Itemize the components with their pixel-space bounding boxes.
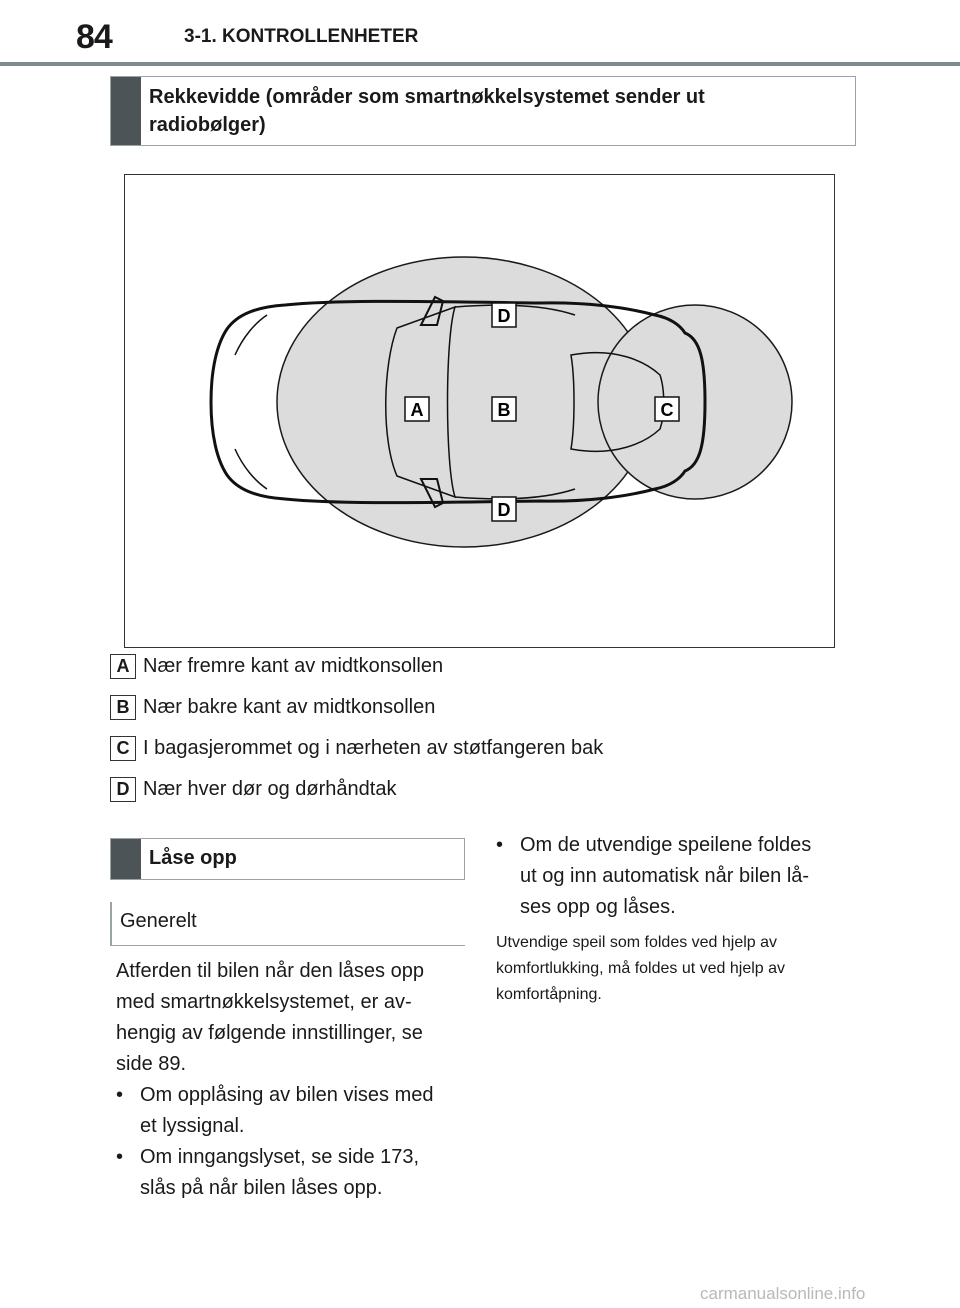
legend-text-b: Nær bakre kant av midtkonsollen: [143, 696, 436, 718]
right-note-line-1: Utvendige speil som foldes ved hjelp av: [496, 934, 778, 951]
header-rule: [0, 62, 960, 66]
subheading-line: [110, 902, 112, 946]
range-zone-rear: [598, 305, 792, 499]
bullet-dot: •: [496, 834, 504, 856]
unlock-heading: [110, 838, 465, 880]
left-paragraph-line-4: side 89.: [116, 1053, 187, 1075]
right-bullet-line-3: ses opp og låses.: [520, 896, 676, 918]
heading-bar: [111, 839, 141, 879]
svg-text:C: C: [660, 400, 674, 420]
legend-key-c: C: [110, 736, 136, 761]
page-number: 84: [76, 18, 112, 56]
car-hood-line-top: [235, 315, 267, 355]
right-bullet: [496, 830, 856, 923]
legend-key-b: B: [110, 695, 136, 720]
right-note-line-3: komfortåpning.: [496, 986, 602, 1003]
general-subheading-title: Generelt: [120, 910, 197, 932]
right-bullet-line-2: ut og inn automatisk når bilen lå-: [520, 865, 810, 887]
right-note-line-2: komfortlukking, må foldes ut ved hjelp av: [496, 960, 786, 977]
general-subheading: [110, 902, 465, 946]
left-bullet-2-line-1: Om inngangslyset, se side 173,: [140, 1146, 420, 1168]
svg-text:D: D: [497, 306, 511, 326]
legend-text-d: Nær hver dør og dørhåndtak: [143, 778, 397, 800]
label-B: [492, 397, 516, 421]
svg-text:D: D: [497, 500, 511, 520]
left-paragraph-line-3: hengig av følgende innstillinger, se: [116, 1022, 423, 1044]
left-paragraph-line-1: Atferden til bilen når den låses opp: [116, 960, 424, 982]
label-D-bottom: [492, 497, 516, 521]
section-title: 3-1. KONTROLLENHETER: [184, 26, 419, 47]
legend-text-a: Nær fremre kant av midtkonsollen: [143, 655, 444, 677]
svg-text:B: B: [497, 400, 511, 420]
range-heading-line1: Rekkevidde (områder som smartnøkkelsystemet sender ut: [149, 86, 705, 108]
left-bullet-1-line-1: Om opplåsing av bilen vises med: [140, 1084, 434, 1106]
bullet-dot: •: [116, 1146, 124, 1168]
label-C: [655, 397, 679, 421]
range-figure: [124, 174, 835, 648]
legend-key-d: D: [110, 777, 136, 802]
unlock-heading-title: Låse opp: [149, 847, 237, 869]
right-bullet-line-1: Om de utvendige speilene foldes: [520, 834, 812, 856]
heading-bar: [111, 77, 141, 145]
legend-text-c: I bagasjerommet og i nærheten av støtfangeren bak: [143, 737, 604, 759]
range-heading: [110, 76, 856, 146]
bullet-dot: •: [116, 1084, 124, 1106]
left-bullet-2: [116, 1142, 466, 1204]
left-bullet-2-line-2: slås på når bilen låses opp.: [140, 1177, 383, 1199]
range-heading-line2: radiobølger): [149, 114, 266, 136]
page-header: [0, 0, 960, 70]
car-hood-line-bottom: [235, 449, 267, 489]
subheading-rule: [110, 945, 465, 947]
legend-key-a: A: [110, 654, 136, 679]
watermark: carmanualsonline.info: [700, 1284, 866, 1303]
left-bullet-1-line-2: et lyssignal.: [140, 1115, 245, 1137]
label-A: [405, 397, 429, 421]
left-paragraph-line-2: med smartnøkkelsystemet, er av-: [116, 991, 412, 1013]
left-bullet-1: [116, 1080, 466, 1142]
svg-text:A: A: [410, 400, 424, 420]
car-range-diagram: [125, 175, 836, 649]
label-D-top: [492, 303, 516, 327]
